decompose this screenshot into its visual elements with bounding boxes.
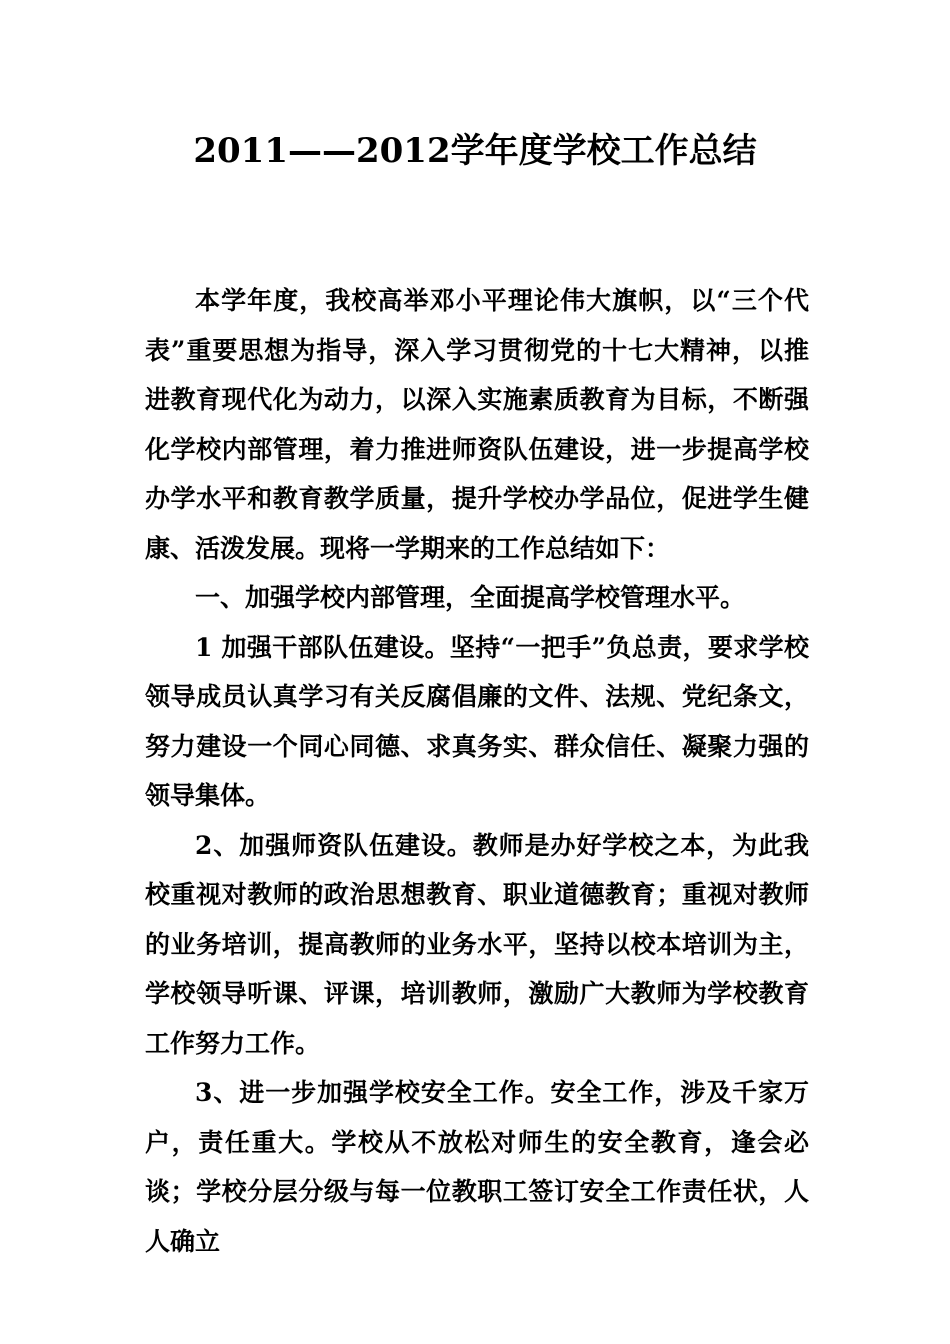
paragraph-item-1: 1 加强干部队伍建设。坚持“一把手”负总责，要求学校领导成员认真学习有关反腐倡廉的文件、法规、党纪条文，努力建设一个同心同德、求真务实、群众信任、凝聚力强的领导集体。 xyxy=(145,632,809,810)
paragraph-item-3: 3、进一步加强学校安全工作。安全工作，涉及千家万户，责任重大。学校从不放松对师生的安全教育，逢会必谈；学校分层分级与每一位教职工签订安全工作责任状，人人确立 xyxy=(145,1078,809,1256)
document-body xyxy=(145,276,809,1266)
paragraph-item-2: 2、加强师资队伍建设。教师是办好学校之本，为此我校重视对教师的政治思想教育、职业道德教育；重视对教师的业务培训，提高教师的业务水平，坚持以校本培训为主，学校领导听课、评课，培训教师，激励广大教师为学校教育工作努力工作。 xyxy=(145,830,809,1058)
paragraph-intro: 本学年度，我校高举邓小平理论伟大旗帜，以“三个代表”重要思想为指导，深入学习贯彻党的十七大精神，以推进教育现代化为动力，以深入实施素质教育为目标，不断强化学校内部管理，着力推进师资队伍建设，进一步提高学校办学水平和教育教学质量，提升学校办学品位，促进学生健康、活泼发展。现将一学期来的工作总结如下： xyxy=(145,286,809,563)
paragraph-section-heading: 一、加强学校内部管理，全面提高学校管理水平。 xyxy=(195,583,746,612)
document-title: 2011——2012学年度学校工作总结 xyxy=(193,131,757,171)
